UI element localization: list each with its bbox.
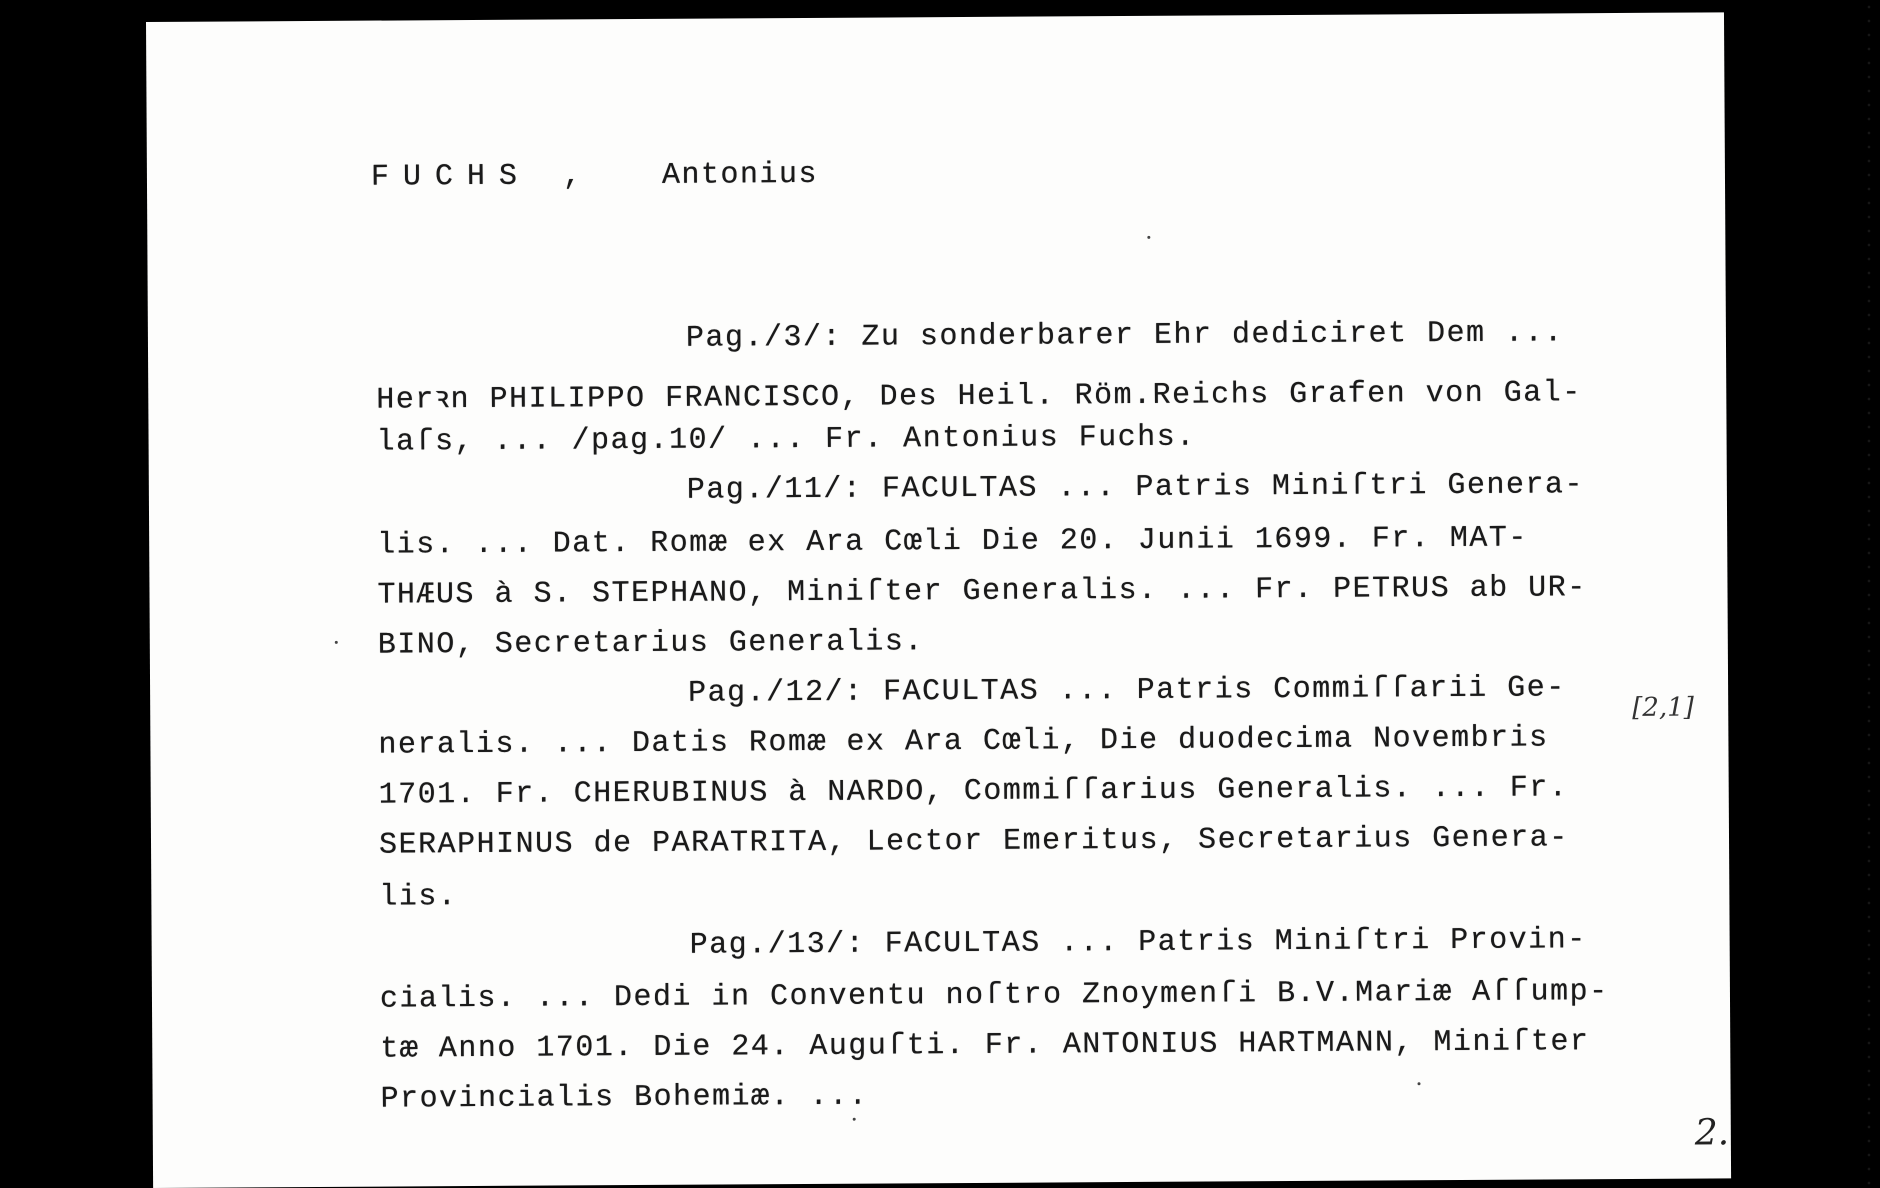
index-card <box>146 12 1731 1188</box>
text-line: Herꝛn PHILIPPO FRANCISCO, Des Heil. Röm.Reichs Grafen von Gal- <box>376 376 1582 418</box>
text-line: Provincialis Bohemiæ. ... <box>380 1079 869 1117</box>
text-line: SERAPHINUS de PARATRITA, Lector Emeritus, Secretarius Genera- <box>378 821 1569 863</box>
paper-speck <box>1147 236 1150 239</box>
text-line: Pag./11/: FACULTAS ... Patris Miniſtri Genera- <box>686 468 1585 508</box>
page-number: 2. <box>1694 1112 1730 1154</box>
text-line: cialis. ... Dedi in Conventu noſtro Znoymenſi B.V.Mariæ Aſſump- <box>379 975 1609 1017</box>
heading-surname: FUCHS , <box>370 159 596 195</box>
text-line: 1701. Fr. CHERUBINUS à NARDO, Commiſſarius Generalis. ... Fr. <box>378 771 1569 813</box>
text-line: Pag./12/: FACULTAS ... Patris Commiſſarii Ge- <box>688 671 1566 711</box>
paper-speck <box>853 1118 856 1121</box>
heading-given-name: Antonius <box>661 157 819 193</box>
text-line: lis. <box>379 880 458 915</box>
paper-speck <box>1418 1082 1421 1085</box>
text-line: lis. ... Dat. Romæ ex Ara Cœli Die 20. Junii 1699. Fr. MAT- <box>377 521 1528 563</box>
text-line: Pag./13/: FACULTAS ... Patris Miniſtri Provin- <box>689 923 1587 963</box>
paper-speck <box>335 641 338 644</box>
text-line: Pag./3/: Zu sonderbarer Ehr dediciret Dem ... <box>685 316 1564 356</box>
text-line: BINO, Secretarius Generalis. <box>377 625 925 663</box>
text-line: neralis. ... Datis Romæ ex Ara Cœli, Die duodecima Novembris <box>378 721 1549 763</box>
text-line: laſs, ... /pag.10/ ... Fr. Antonius Fuchs. <box>376 420 1196 460</box>
text-line: tæ Anno 1701. Die 24. Auguſti. Fr. ANTONIUS HARTMANN, Miniſter <box>380 1025 1590 1067</box>
scan-edge-noise <box>1858 0 1880 1188</box>
handwritten-margin-note: [2,1] <box>1632 692 1694 723</box>
text-line: THÆUS à S. STEPHANO, Miniſter Generalis. ... Fr. PETRUS ab UR- <box>377 571 1587 613</box>
